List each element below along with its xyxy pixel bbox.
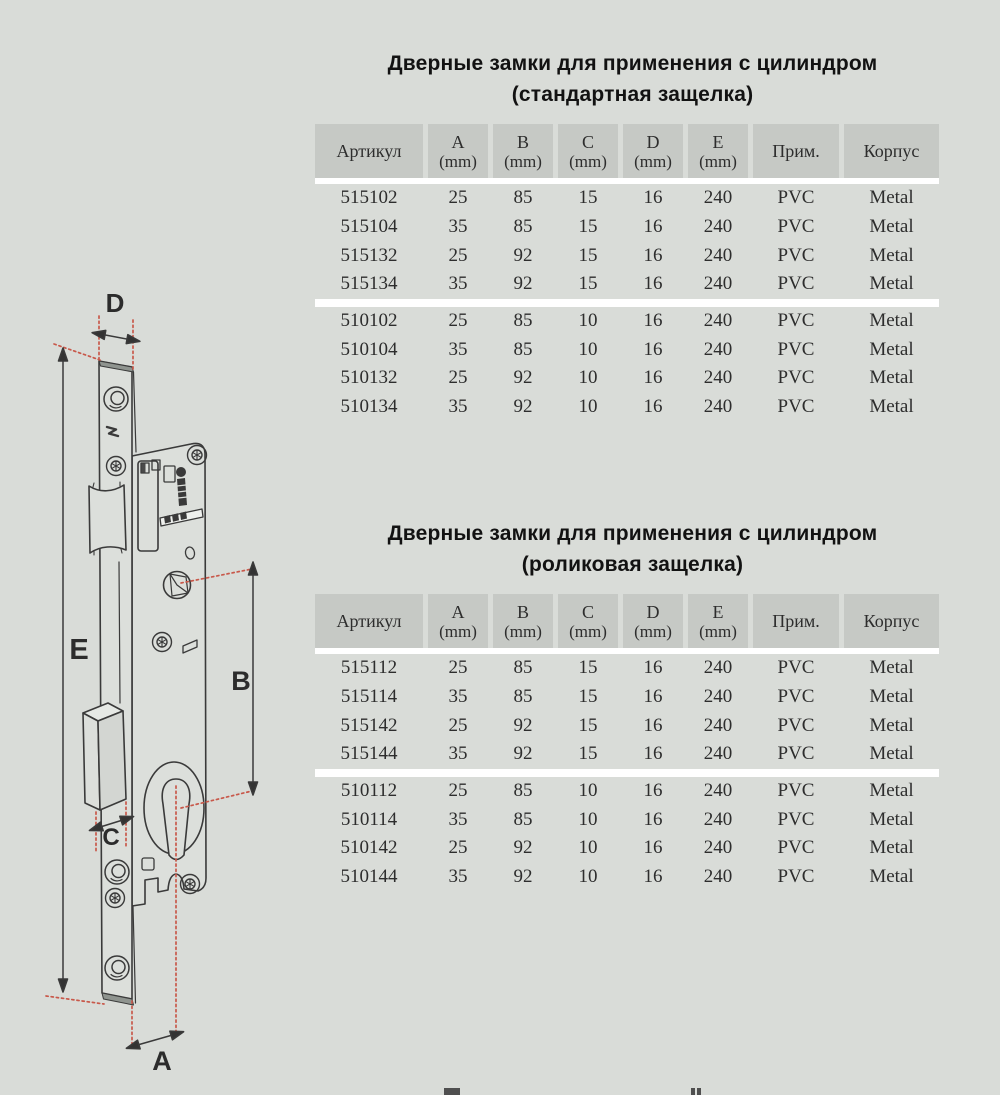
header-row bbox=[315, 594, 939, 648]
cell: 510134 bbox=[340, 396, 398, 418]
cell: 85 bbox=[513, 780, 533, 802]
cell: 25 bbox=[448, 187, 468, 209]
cell: Metal bbox=[869, 837, 914, 859]
section-title-line2: (роликовая защелка) bbox=[521, 553, 744, 576]
cell: 35 bbox=[448, 686, 468, 708]
cell: 510104 bbox=[340, 338, 398, 360]
cell: Metal bbox=[869, 338, 914, 360]
cell: 10 bbox=[578, 310, 598, 332]
cell: PVC bbox=[777, 396, 815, 418]
column-header: Артикул bbox=[315, 124, 423, 178]
column-header: D (mm) bbox=[623, 594, 683, 648]
cell: PVC bbox=[777, 780, 815, 802]
spec-table-standard bbox=[315, 124, 950, 422]
cell: PVC bbox=[777, 187, 815, 209]
table-row bbox=[315, 213, 939, 242]
table-row bbox=[315, 270, 939, 299]
cell: 510112 bbox=[340, 780, 398, 802]
cell: Metal bbox=[869, 686, 914, 708]
cell: 15 bbox=[578, 216, 598, 238]
cell: PVC bbox=[777, 866, 815, 888]
section-title bbox=[315, 518, 950, 580]
cell: Metal bbox=[869, 396, 914, 418]
section-title bbox=[315, 48, 950, 110]
cell: 35 bbox=[448, 273, 468, 295]
cell: Metal bbox=[869, 187, 914, 209]
cropped-text-fragment bbox=[697, 1088, 701, 1095]
lock-body bbox=[132, 443, 207, 906]
faceplate bbox=[99, 361, 136, 1005]
cell: 92 bbox=[513, 837, 533, 859]
cell: PVC bbox=[777, 244, 815, 266]
cell: Metal bbox=[869, 808, 914, 830]
table-row bbox=[315, 654, 939, 683]
cell: 85 bbox=[513, 187, 533, 209]
cell: PVC bbox=[777, 216, 815, 238]
cell: 515144 bbox=[340, 743, 398, 765]
cell: 240 bbox=[703, 686, 733, 708]
table-row bbox=[315, 393, 939, 422]
cell: PVC bbox=[777, 686, 815, 708]
deadbolt bbox=[83, 703, 126, 810]
dimension-label-a: A bbox=[152, 1046, 172, 1076]
column-header: Артикул bbox=[315, 594, 423, 648]
cropped-text-fragment bbox=[444, 1088, 460, 1095]
cell: PVC bbox=[777, 808, 815, 830]
cell: 16 bbox=[643, 273, 663, 295]
cell: 240 bbox=[703, 338, 733, 360]
column-header: D (mm) bbox=[623, 124, 683, 178]
cell: 510144 bbox=[340, 866, 398, 888]
cell: PVC bbox=[777, 310, 815, 332]
cell: 92 bbox=[513, 244, 533, 266]
cell: 16 bbox=[643, 657, 663, 679]
cell: 515134 bbox=[340, 273, 398, 295]
cell: 240 bbox=[703, 808, 733, 830]
cell: 16 bbox=[643, 244, 663, 266]
cell: 85 bbox=[513, 657, 533, 679]
cell: 92 bbox=[513, 396, 533, 418]
table-row bbox=[315, 777, 939, 806]
cell: 16 bbox=[643, 866, 663, 888]
section-title-line1: Дверные замки для применения с цилиндром bbox=[387, 52, 878, 75]
table-row bbox=[315, 711, 939, 740]
section-title-line1: Дверные замки для применения с цилиндром bbox=[387, 522, 878, 545]
table-row bbox=[315, 740, 939, 769]
cell: 85 bbox=[513, 686, 533, 708]
column-header: Прим. bbox=[753, 124, 839, 178]
cell: 25 bbox=[448, 310, 468, 332]
cell: PVC bbox=[777, 338, 815, 360]
cell: 85 bbox=[513, 216, 533, 238]
dimension-label-e: E bbox=[69, 634, 89, 666]
cell: 35 bbox=[448, 338, 468, 360]
spec-table-roller bbox=[315, 594, 950, 892]
lock-technical-drawing bbox=[0, 0, 310, 1095]
cell: PVC bbox=[777, 743, 815, 765]
cell: 240 bbox=[703, 657, 733, 679]
cell: 15 bbox=[578, 187, 598, 209]
cell: Metal bbox=[869, 780, 914, 802]
cell: 25 bbox=[448, 244, 468, 266]
cell: 15 bbox=[578, 743, 598, 765]
separator-row bbox=[315, 769, 939, 777]
cell: 15 bbox=[578, 686, 598, 708]
cell: 515114 bbox=[340, 686, 398, 708]
dimension-E bbox=[59, 348, 68, 992]
cell: 16 bbox=[643, 780, 663, 802]
table-row bbox=[315, 863, 939, 892]
cell: PVC bbox=[777, 837, 815, 859]
cell: 515102 bbox=[340, 187, 398, 209]
dimension-label-d: D bbox=[105, 288, 125, 318]
column-header: E (mm) bbox=[688, 124, 748, 178]
column-header: Прим. bbox=[753, 594, 839, 648]
cell: 25 bbox=[448, 714, 468, 736]
table-row bbox=[315, 241, 939, 270]
cell: 16 bbox=[643, 396, 663, 418]
cell: 15 bbox=[578, 244, 598, 266]
cell: 515132 bbox=[340, 244, 398, 266]
cell: 35 bbox=[448, 866, 468, 888]
cell: Metal bbox=[869, 310, 914, 332]
cell: Metal bbox=[869, 367, 914, 389]
cell: PVC bbox=[777, 273, 815, 295]
cell: 10 bbox=[578, 780, 598, 802]
column-header: B (mm) bbox=[493, 124, 553, 178]
cell: Metal bbox=[869, 743, 914, 765]
cell: Metal bbox=[869, 244, 914, 266]
section-title-line2: (стандартная защелка) bbox=[511, 83, 754, 106]
cell: Metal bbox=[869, 216, 914, 238]
cell: 515104 bbox=[340, 216, 398, 238]
cell: 240 bbox=[703, 273, 733, 295]
cell: 240 bbox=[703, 714, 733, 736]
cell: 16 bbox=[643, 714, 663, 736]
table-row bbox=[315, 683, 939, 712]
column-header: A (mm) bbox=[428, 594, 488, 648]
cell: 10 bbox=[578, 808, 598, 830]
cell: 16 bbox=[643, 187, 663, 209]
column-header: B (mm) bbox=[493, 594, 553, 648]
spec-table bbox=[310, 594, 944, 892]
cell: 240 bbox=[703, 244, 733, 266]
cell: 25 bbox=[448, 367, 468, 389]
cell: 35 bbox=[448, 216, 468, 238]
cell: 35 bbox=[448, 808, 468, 830]
cell: 15 bbox=[578, 657, 598, 679]
column-header: Корпус bbox=[844, 594, 939, 648]
cell: 10 bbox=[578, 367, 598, 389]
cell: PVC bbox=[777, 657, 815, 679]
cell: PVC bbox=[777, 367, 815, 389]
cell: 16 bbox=[643, 367, 663, 389]
cell: 240 bbox=[703, 837, 733, 859]
cell: 240 bbox=[703, 367, 733, 389]
cell: 92 bbox=[513, 367, 533, 389]
cell: 16 bbox=[643, 338, 663, 360]
cell: 10 bbox=[578, 396, 598, 418]
cell: 35 bbox=[448, 743, 468, 765]
cropped-text-fragment bbox=[691, 1088, 695, 1095]
cell: Metal bbox=[869, 714, 914, 736]
section-standard-latch bbox=[315, 48, 950, 422]
cell: 25 bbox=[448, 780, 468, 802]
cell: 15 bbox=[578, 273, 598, 295]
cell: 85 bbox=[513, 338, 533, 360]
cell: 510102 bbox=[340, 310, 398, 332]
latch-bolt bbox=[89, 482, 126, 555]
cell: 16 bbox=[643, 686, 663, 708]
cell: 85 bbox=[513, 310, 533, 332]
table-row bbox=[315, 805, 939, 834]
cell: 25 bbox=[448, 657, 468, 679]
cell: 510142 bbox=[340, 837, 398, 859]
cell: 16 bbox=[643, 310, 663, 332]
cell: 16 bbox=[643, 743, 663, 765]
cell: 240 bbox=[703, 780, 733, 802]
cell: 240 bbox=[703, 743, 733, 765]
cell: 16 bbox=[643, 808, 663, 830]
spec-table bbox=[310, 124, 944, 422]
table-row bbox=[315, 364, 939, 393]
cell: 10 bbox=[578, 866, 598, 888]
cell: 92 bbox=[513, 714, 533, 736]
table-row bbox=[315, 335, 939, 364]
cell: 16 bbox=[643, 216, 663, 238]
column-header: E (mm) bbox=[688, 594, 748, 648]
cell: 16 bbox=[643, 837, 663, 859]
column-header: A (mm) bbox=[428, 124, 488, 178]
cell: Metal bbox=[869, 273, 914, 295]
table-row bbox=[315, 834, 939, 863]
cell: Metal bbox=[869, 657, 914, 679]
cell: 240 bbox=[703, 216, 733, 238]
column-header: Корпус bbox=[844, 124, 939, 178]
cell: 515142 bbox=[340, 714, 398, 736]
column-header: C (mm) bbox=[558, 124, 618, 178]
cell: 10 bbox=[578, 338, 598, 360]
cell: 240 bbox=[703, 187, 733, 209]
cell: 15 bbox=[578, 714, 598, 736]
section-roller-latch bbox=[315, 518, 950, 892]
cell: 10 bbox=[578, 837, 598, 859]
table-row bbox=[315, 307, 939, 336]
separator-row bbox=[315, 299, 939, 307]
cell: 25 bbox=[448, 837, 468, 859]
table-row bbox=[315, 184, 939, 213]
cell: 510132 bbox=[340, 367, 398, 389]
header-row bbox=[315, 124, 939, 178]
cell: 510114 bbox=[340, 808, 398, 830]
cell: 92 bbox=[513, 273, 533, 295]
cell: 240 bbox=[703, 396, 733, 418]
cell: 515112 bbox=[340, 657, 398, 679]
cell: 35 bbox=[448, 396, 468, 418]
cell: 240 bbox=[703, 866, 733, 888]
column-header: C (mm) bbox=[558, 594, 618, 648]
dimension-label-b: B bbox=[231, 666, 251, 696]
cell: 85 bbox=[513, 808, 533, 830]
cell: 92 bbox=[513, 743, 533, 765]
cell: 92 bbox=[513, 866, 533, 888]
cell: PVC bbox=[777, 714, 815, 736]
dimension-label-c: C bbox=[102, 824, 120, 851]
cell: 240 bbox=[703, 310, 733, 332]
cell: Metal bbox=[869, 866, 914, 888]
